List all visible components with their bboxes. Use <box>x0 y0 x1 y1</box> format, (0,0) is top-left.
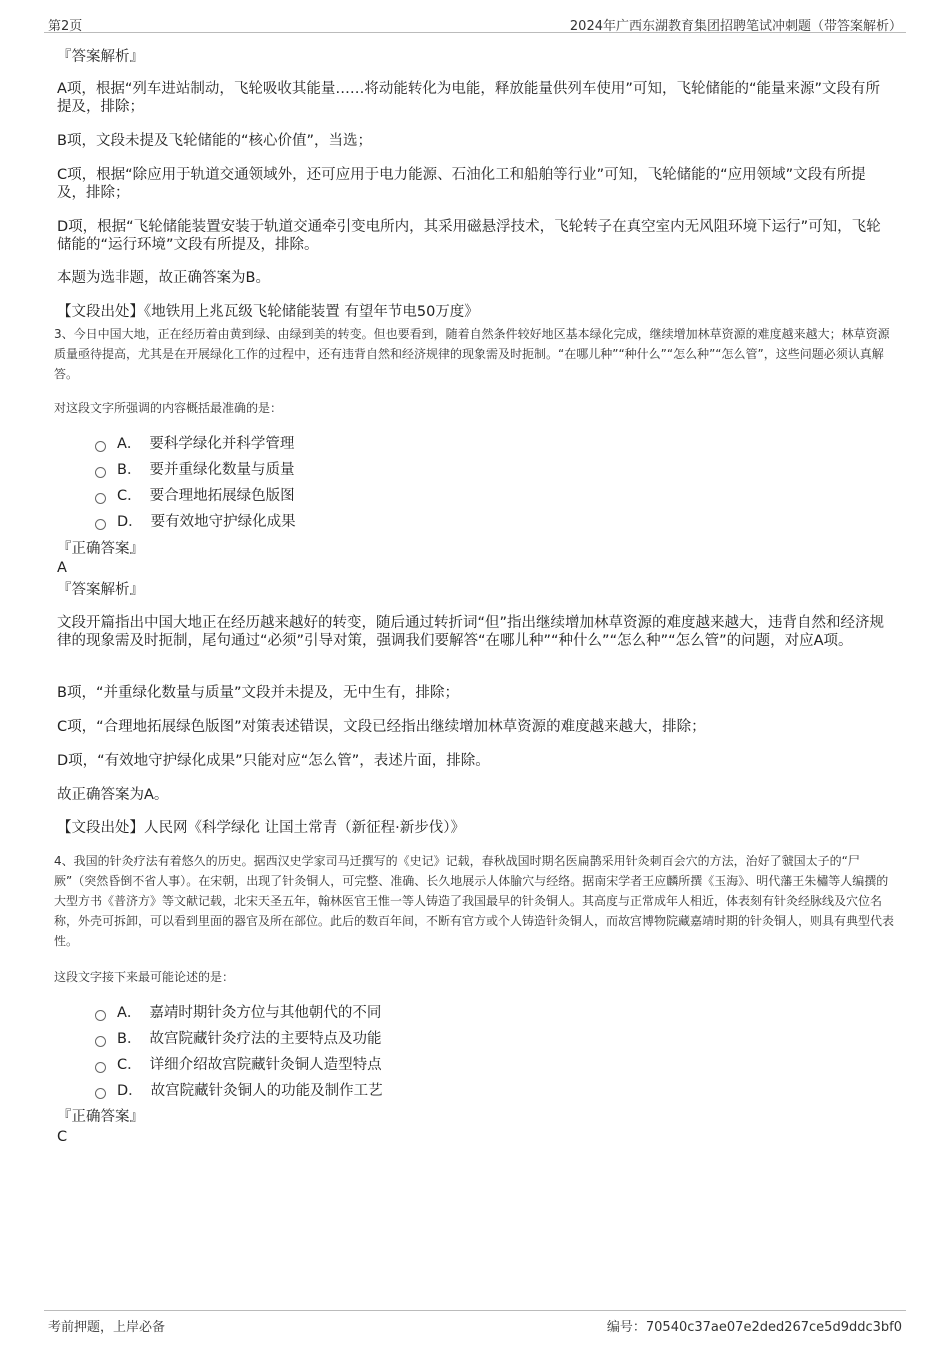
analysis-option-c: C项，根据“除应用于轨道交通领域外，还可应用于电力能源、石油化工和船舶等行业”可知，飞轮储能的“应用领域”文段有所提及，排除； <box>57 167 866 201</box>
correct-answer: A <box>57 560 67 576</box>
page-footer <box>44 1310 906 1335</box>
radio-icon[interactable] <box>95 519 106 530</box>
page-number: 第2页 <box>48 19 83 34</box>
correct-answer-heading: 『正确答案』 <box>57 1109 144 1125</box>
radio-icon[interactable] <box>95 493 106 504</box>
analysis-option-c: C项，“合理地拓展绿色版图”对策表述错误，文段已经指出继续增加林草资源的难度越来越大，排除； <box>57 719 706 735</box>
question-3-option-d[interactable]: D． 要有效地守护绿化成果 <box>95 512 296 532</box>
analysis-paragraph: 文段开篇指出中国大地正在经历越来越好的转变，随后通过转折词“但”指出继续增加林草资源的难度越来越大，违背自然和经济规律的现象需及时扼制，尾句通过“必须”引导对策，强调我们要解答“在哪儿种”“种什么”“怎么种”“怎么管”的问题，对应A项。 <box>57 615 885 649</box>
analysis-heading: 『答案解析』 <box>57 582 144 598</box>
analysis-option-d: D项，根据“飞轮储能装置安装于轨道交通牵引变电所内，其采用磁悬浮技术，飞轮转子在真空室内无风阻环境下运行”可知，飞轮储能的“运行环境”文段有所提及，排除。 <box>57 219 881 253</box>
question-3-option-a[interactable]: A． 要科学绿化并科学管理 <box>95 434 294 454</box>
question-4-prompt: 这段文字接下来最可能论述的是： <box>54 970 235 984</box>
correct-answer-heading: 『正确答案』 <box>57 541 144 557</box>
analysis-conclusion: 本题为选非题，故正确答案为B。 <box>57 270 270 286</box>
radio-icon[interactable] <box>95 1062 106 1073</box>
analysis-option-b: B项，“并重绿化数量与质量”文段并未提及，无中生有，排除； <box>57 685 459 701</box>
question-3-stem: 3、今日中国大地，正在经历着由黄到绿、由绿到美的转变。但也要看到，随着自然条件较好地区基本绿化完成，继续增加林草资源的难度越来越大；林草资源质量亟待提高，尤其是在开展绿化工作的过程中，还有违背自然和经济规律的现象需及时扼制。“在哪儿种”“种什么”“怎么种”“怎么管”，这些问题必须认真解答。 <box>54 327 890 381</box>
question-4-option-b[interactable]: B． 故宫院藏针灸疗法的主要特点及功能 <box>95 1029 381 1049</box>
analysis-heading: 『答案解析』 <box>57 49 144 65</box>
question-4-option-a[interactable]: A． 嘉靖时期针灸方位与其他朝代的不同 <box>95 1003 381 1023</box>
radio-icon[interactable] <box>95 1088 106 1099</box>
question-3-option-b[interactable]: B． 要并重绿化数量与质量 <box>95 460 294 480</box>
question-4-option-d[interactable]: D． 故宫院藏针灸铜人的功能及制作工艺 <box>95 1081 383 1101</box>
question-3-prompt: 对这段文字所强调的内容概括最准确的是： <box>54 401 283 415</box>
analysis-option-b: B项，文段未提及飞轮储能的“核心价值”，当选； <box>57 133 372 149</box>
analysis-conclusion: 故正确答案为A。 <box>57 787 169 803</box>
question-4-stem: 4、我国的针灸疗法有着悠久的历史。据西汉史学家司马迁撰写的《史记》记载，春秋战国时期名医扁鹊采用针灸刺百会穴的方法，治好了虢国太子的“尸厥”（突然昏倒不省人事）。在宋朝，出现了针灸铜人，可完整、准确、长久地展示人体腧穴与经络。据南宋学者王应麟所撰《玉海》、明代藩王朱橚等人编撰的大型方书《普济方》等文献记载，北宋天圣五年，翰林医官王惟一等人铸造了我国最早的针灸铜人。其高度与正常成年人相近，体表刻有针灸经脉线及穴位名称，外壳可拆卸，可以看到里面的器官及所在部位。此后的数百年间，不断有官方或个人铸造针灸铜人，而故宫博物院藏嘉靖时期的针灸铜人，则具有典型代表性。 <box>54 854 895 948</box>
radio-icon[interactable] <box>95 441 106 452</box>
footer-slogan: 考前押题，上岸必备 <box>48 1320 166 1335</box>
radio-icon[interactable] <box>95 467 106 478</box>
question-4-option-c[interactable]: C． 详细介绍故宫院藏针灸铜人造型特点 <box>95 1055 382 1075</box>
radio-icon[interactable] <box>95 1010 106 1021</box>
passage-source: 【文段出处】人民网《科学绿化 让国土常青（新征程·新步伐）》 <box>57 820 465 836</box>
analysis-option-d: D项，“有效地守护绿化成果”只能对应“怎么管”，表述片面，排除。 <box>57 753 490 769</box>
correct-answer: C <box>57 1129 68 1145</box>
analysis-option-a: A项，根据“列车进站制动，飞轮吸收其能量……将动能转化为电能，释放能量供列车使用”可知，飞轮储能的“能量来源”文段有所提及，排除； <box>57 81 880 115</box>
question-3-option-c[interactable]: C． 要合理地拓展绿色版图 <box>95 486 295 506</box>
document-title: 2024年广西东湖教育集团招聘笔试冲刺题（带答案解析） <box>569 19 902 34</box>
document-code: 编号：70540c37ae07e2ded267ce5d9ddc3bf0 <box>606 1320 902 1335</box>
radio-icon[interactable] <box>95 1036 106 1047</box>
passage-source: 【文段出处】《地铁用上兆瓦级飞轮储能装置 有望年节电50万度》 <box>57 304 479 320</box>
page-header <box>44 12 906 33</box>
